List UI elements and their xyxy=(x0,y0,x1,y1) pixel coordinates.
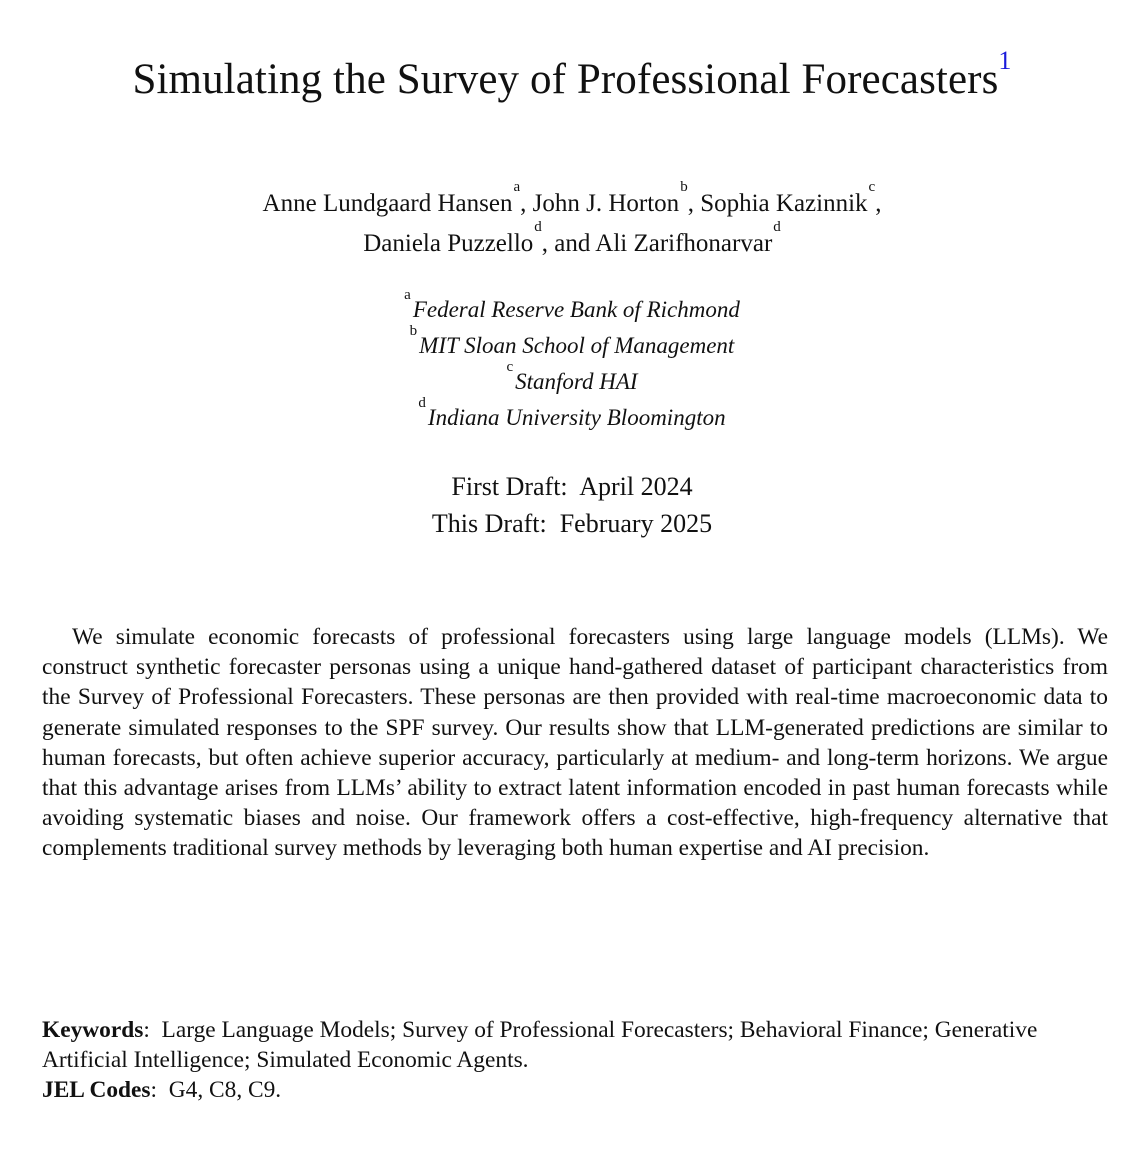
draft-dates xyxy=(0,468,1144,542)
affiliation: $^b$MIT Sloan School of Management xyxy=(409,323,735,358)
paper-title xyxy=(0,46,1144,108)
jel-codes-line xyxy=(42,1075,1112,1105)
affiliation: $^d$Indiana University Bloomington xyxy=(418,395,726,430)
author: John J. Horton$^b$ xyxy=(532,179,688,217)
title-footnote-link[interactable]: 1 xyxy=(998,46,1012,75)
affiliation: $^a$Federal Reserve Bank of Richmond xyxy=(404,287,740,322)
keywords-label: Keywords xyxy=(42,1017,144,1043)
author: Anne Lundgaard Hansen$^a$ xyxy=(262,179,521,217)
author: Sophia Kazinnik$^c$ xyxy=(700,179,876,217)
author: Ali Zarifhonarvar$^d$ xyxy=(595,219,781,257)
affiliation-list xyxy=(0,287,1144,436)
keywords-text: : Large Language Models; Survey of Professional Forecasters; Behavioral Finance; Generative Artificial Intelligence; Simulated Economic Agents. xyxy=(42,1017,1042,1074)
this-draft-date: This Draft: February 2025 xyxy=(431,509,713,538)
first-draft-date: First Draft: April 2024 xyxy=(451,472,693,501)
jel-codes-label: JEL Codes xyxy=(42,1077,151,1104)
author-list: Anne Lundgaard Hansen$^a$, John J. Horton$^b$, Sophia Kazinnik$^c$, Daniela Puzzello$^d$, and Ali Zarifhonarvar$^d$ xyxy=(262,179,882,257)
author: Daniela Puzzello$^d$ xyxy=(363,219,542,257)
abstract: We simulate economic forecasts of professional forecasters using large language models (LLMs). We construct synthetic forecaster personas using a unique hand-gathered dataset of participant characteristics from the Survey of Professional Forecasters. These personas are then provided with real-time macroeconomic data to generate simulated responses to the SPF survey. Our results show that LLM-generated predictions are similar to human forecasts, but often achieve superior accuracy, particularly at medium- and long-term horizons. We argue that this advantage arises from LLMs’ ability to extract latent information encoded in past human forecasts while avoiding systematic biases and noise. Our framework offers a cost-effective, high-frequency alternative that complements traditional survey methods by leveraging both human expertise and AI precision. xyxy=(42,624,1108,862)
affiliation: $^c$Stanford HAI xyxy=(506,359,638,394)
keywords-line xyxy=(42,1015,1112,1075)
keywords-block xyxy=(42,1015,1112,1106)
title-text: Simulating the Survey of Professional Forecasters xyxy=(132,56,999,103)
jel-codes-text: : G4, C8, C9. xyxy=(150,1077,282,1104)
